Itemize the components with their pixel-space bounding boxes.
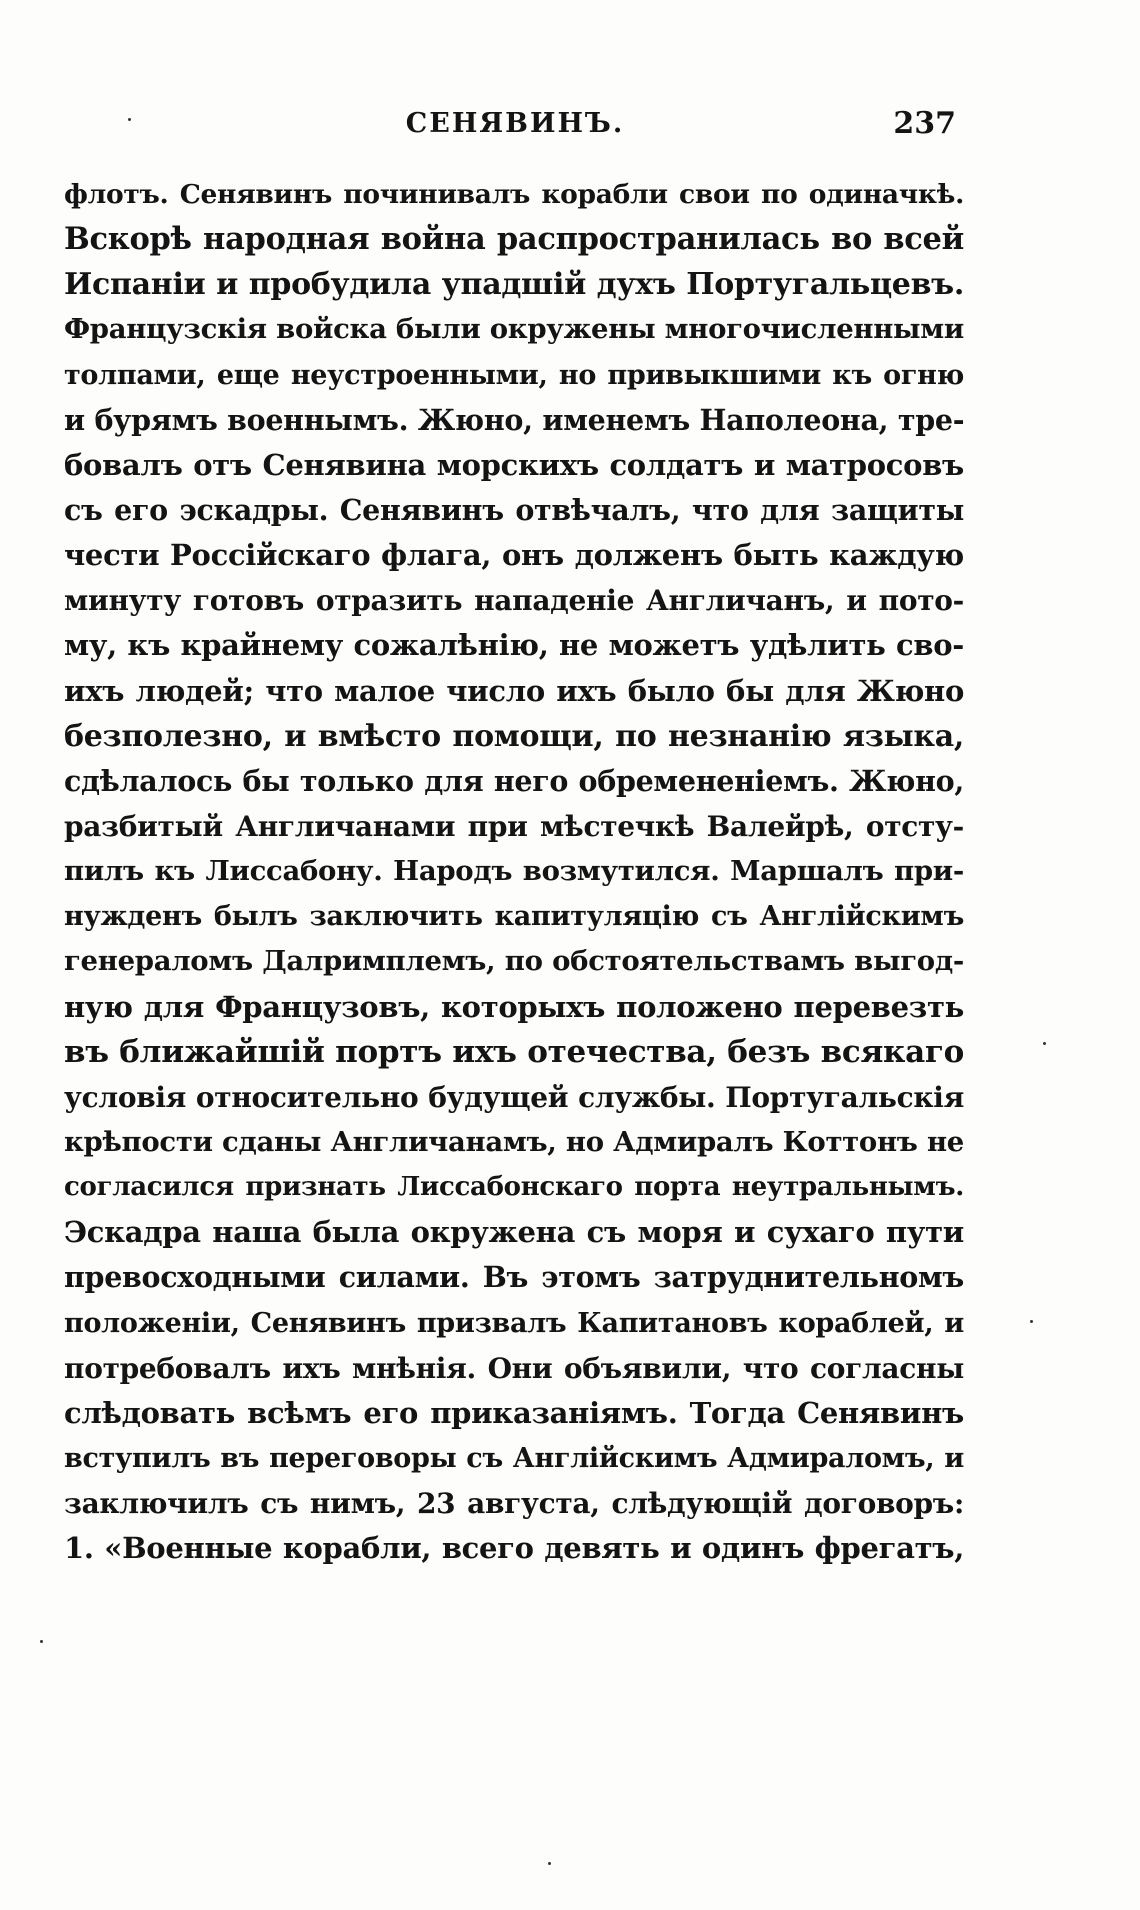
text-line: чести Россійскаго флага, онъ долженъ быть каждую <box>64 538 964 573</box>
running-title: СЕНЯВИНЪ. <box>405 108 625 139</box>
text-line: съ его эскадры. Сенявинъ отвѣчалъ, что для защиты <box>64 492 964 527</box>
text-line: Испаніи и пробудила упадшій духъ Португальцевъ. <box>64 267 964 303</box>
text-line: ную для Французовъ, которыхъ положено перевезть <box>64 989 964 1024</box>
print-speck <box>1030 1320 1033 1323</box>
text-line: Эскадра наша была окружена съ моря и сухаго пути <box>64 1215 964 1250</box>
text-line: сдѣлалось бы только для него обремененіемъ. Жюно, <box>64 763 964 798</box>
text-line: потребовалъ ихъ мнѣнія. Они объявили, что согласны <box>64 1351 964 1385</box>
text-line: вступилъ въ переговоры съ Англійскимъ Адмираломъ, и <box>64 1442 964 1474</box>
text-line: 1. «Военные корабли, всего девять и одинъ фрегатъ, <box>64 1531 964 1566</box>
text-line: положеніи, Сенявинъ призвалъ Капитановъ кораблей, и <box>64 1307 964 1339</box>
print-speck <box>548 1862 551 1865</box>
text-line: согласился признать Лиссабонскаго порта неутральнымъ. <box>64 1172 964 1203</box>
print-speck <box>40 1640 43 1643</box>
text-line: разбитый Англичанами при мѣстечкѣ Валейрѣ, отсту- <box>64 809 964 843</box>
text-line: минуту готовъ отразить нападеніе Англичанъ, и пото- <box>64 584 964 618</box>
text-line: пилъ къ Лиссабону. Народъ возмутился. Маршалъ при- <box>64 855 964 888</box>
text-line: толпами, еще неустроенными, но привыкшими къ огню <box>64 359 964 391</box>
text-line: и бурямъ военнымъ. Жюно, именемъ Наполеона, тре- <box>64 402 965 437</box>
text-line: ихъ людей; что малое число ихъ было бы для Жюно <box>64 673 964 708</box>
text-line: Французскія войска были окружены многочисленными <box>64 313 964 346</box>
text-line: крѣпости сданы Англичанамъ, но Адмиралъ Коттонъ не <box>64 1125 964 1158</box>
text-line: флотъ. Сенявинъ починивалъ корабли свои по одиначкѣ. <box>64 179 964 210</box>
page-number: 237 <box>893 106 956 141</box>
text-line: му, къ крайнему сожалѣнію, не можетъ удѣлить сво- <box>64 628 964 663</box>
text-line: генераломъ Далримплемъ, по обстоятельствамъ выгод- <box>64 945 964 978</box>
running-head <box>70 104 960 144</box>
text-line: превосходными силами. Въ этомъ затруднительномъ <box>64 1260 964 1295</box>
text-line: въ ближайшій портъ ихъ отечества, безъ всякаго <box>64 1033 964 1070</box>
text-line: условія относительно будущей службы. Португальскія <box>64 1080 964 1114</box>
text-line: бовалъ отъ Сенявина морскихъ солдатъ и матросовъ <box>64 447 964 482</box>
body-text <box>64 172 964 1571</box>
text-line: заключилъ съ нимъ, 23 августа, слѣдующій договоръ: <box>64 1487 964 1521</box>
text-line: безполезно, и вмѣсто помощи, по незнанію языка, <box>64 718 964 754</box>
print-speck <box>1043 1042 1046 1045</box>
text-line: нужденъ былъ заключить капитуляцію съ Англійскимъ <box>64 901 964 933</box>
text-line: слѣдовать всѣмъ его приказаніямъ. Тогда Сенявинъ <box>64 1395 964 1430</box>
print-speck <box>128 118 131 121</box>
text-line: Вскорѣ народная война распространилась во всей <box>64 221 964 258</box>
